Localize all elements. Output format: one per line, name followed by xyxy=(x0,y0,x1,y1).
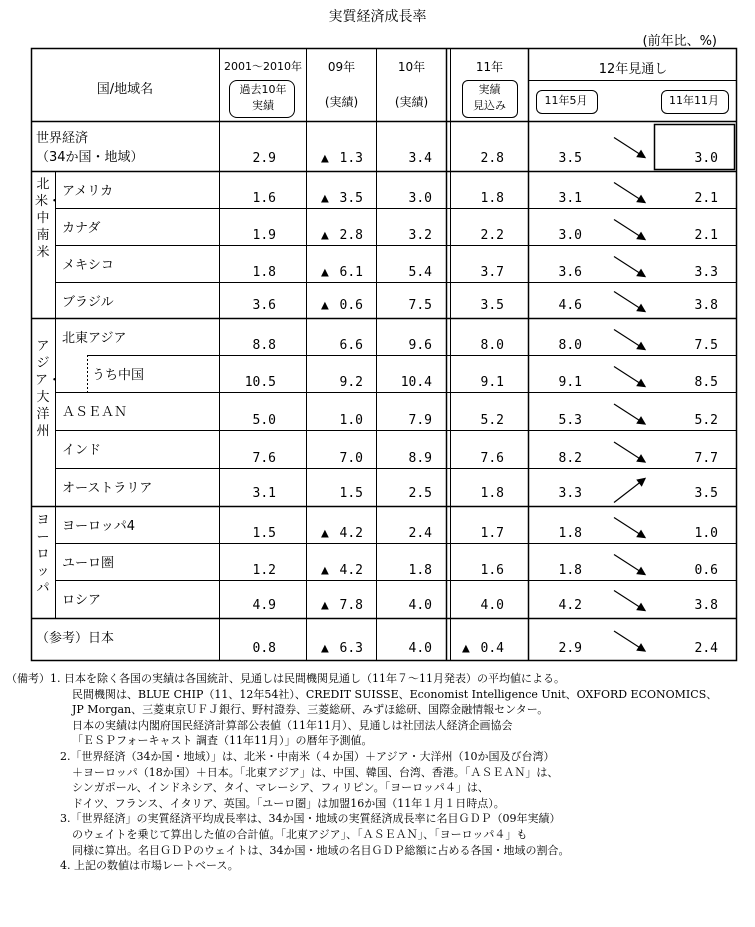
notes xyxy=(6,671,750,874)
note-line: 2.「世界経済（34か国・地域）」は、北米・中南米（４か国）＋アジア・大洋州（10か国及び台湾） xyxy=(60,749,555,763)
cell-12-may: 3.3 xyxy=(558,486,582,501)
trend-arrow-head xyxy=(637,151,645,158)
group-asia: アジア・大洋州 xyxy=(35,339,62,439)
cell-11: 9.1 xyxy=(480,375,504,390)
cell-2001-2010: 1.5 xyxy=(252,526,276,541)
cell-11: 1.8 xyxy=(480,486,504,501)
cell-12-may: 2.9 xyxy=(558,641,582,656)
cell-2001-2010: 7.6 xyxy=(252,451,276,466)
row-name: ロシア xyxy=(62,593,102,608)
note-line: ＋ヨーロッパ（18か国）＋日本。「北東アジア」は、中国、韓国、台湾、香港。「ＡＳＥＡＮ」は、 xyxy=(72,765,559,779)
cell-10: 2.4 xyxy=(408,526,432,541)
cell-10: 7.9 xyxy=(408,413,432,428)
header-col1-sub2: 実績 xyxy=(252,99,274,112)
cell-10: 4.0 xyxy=(408,641,432,656)
trend-arrow-head xyxy=(637,233,645,240)
cell-12-may: 1.8 xyxy=(558,563,582,578)
cell-11: 5.2 xyxy=(480,413,504,428)
cell-11: 7.6 xyxy=(480,451,504,466)
cell-12-may: 3.5 xyxy=(558,151,582,166)
cell-12-nov: 7.7 xyxy=(694,451,718,466)
cell-12-may: 3.6 xyxy=(558,265,582,280)
note-line: 「ＥＳＰフォーキャスト 調査（11年11月）」の暦年予測値。 xyxy=(72,734,373,748)
cell-12-may: 3.0 xyxy=(558,228,582,243)
cell-2001-2010: 2.9 xyxy=(252,151,276,166)
header-col4-sub2: 見込み xyxy=(473,99,506,112)
cell-09: 2.8 xyxy=(339,228,363,243)
cell-10: 9.6 xyxy=(408,338,432,353)
trend-arrow-head xyxy=(637,196,645,203)
trend-arrow-head xyxy=(637,644,645,651)
row-name: ユーロ圏 xyxy=(62,556,115,571)
cell-2001-2010: 1.8 xyxy=(252,265,276,280)
cell-12-may: 9.1 xyxy=(558,375,582,390)
cell-10: 5.4 xyxy=(408,265,432,280)
trend-arrow-head xyxy=(637,568,645,575)
cell-12-nov: 3.8 xyxy=(694,298,718,313)
cell-09: 6.1 xyxy=(339,265,363,280)
trend-arrow-head xyxy=(637,604,645,611)
cell-12-may: 4.6 xyxy=(558,298,582,313)
header-col5-top: 12年見通し xyxy=(598,62,668,77)
header-col6-sub: 11年11月 xyxy=(669,94,719,107)
cell-12-nov: 5.2 xyxy=(694,413,718,428)
cell-09: 9.2 xyxy=(339,375,363,390)
note-line: 同様に算出。名目ＧＤＰのウェイトは、34か国・地域の名目ＧＤＰ総額に占める各国・地域の割合。 xyxy=(72,843,570,857)
trend-arrow-head xyxy=(637,343,645,350)
neg-marker: ▲ xyxy=(321,563,329,578)
header-col2-sub: (実績) xyxy=(324,95,359,109)
header-col5-sub: 11年5月 xyxy=(544,94,588,107)
cell-12-may: 3.1 xyxy=(558,191,582,206)
trend-arrow-head xyxy=(637,417,645,424)
cell-12-nov: 2.4 xyxy=(694,641,718,656)
cell-11: 4.0 xyxy=(480,598,504,613)
cell-12-may: 8.2 xyxy=(558,451,582,466)
row-name: ブラジル xyxy=(62,295,114,310)
note-line: JP Morgan、三菱東京ＵＦＪ銀行、野村證券、三菱総研、みずほ総研、国際金融情報センター。 xyxy=(72,703,549,717)
cell-2001-2010: 8.8 xyxy=(252,338,276,353)
trend-arrow-head xyxy=(637,380,645,387)
neg-marker: ▲ xyxy=(321,151,329,166)
cell-09: 6.6 xyxy=(339,338,363,353)
note-line: 3.「世界経済」の実質経済平均成長率は、34か国・地域の実質経済成長率に名目ＧＤＰ（09年実績） xyxy=(60,812,561,826)
note-line: 4. 上記の数値は市場レートベース。 xyxy=(60,859,239,873)
cell-09: 4.2 xyxy=(339,526,363,541)
cell-10: 2.5 xyxy=(408,486,432,501)
cell-11: 1.6 xyxy=(480,563,504,578)
note-line: シンガポール、インドネシア、タイ、マレーシア、フィリピン。「ヨーロッパ４」は、 xyxy=(72,781,489,795)
row-name-sub: （34か国・地域） xyxy=(36,150,144,165)
cell-2001-2010: 1.6 xyxy=(252,191,276,206)
cell-2001-2010: 0.8 xyxy=(252,641,276,656)
cell-09: 1.0 xyxy=(339,413,363,428)
cell-2001-2010: 4.9 xyxy=(252,598,276,613)
group-americas: 北米・中南米 xyxy=(35,177,62,260)
row-name: カナダ xyxy=(62,221,101,236)
note-line: （備考）1. 日本を除く各国の実績は各国統計、見通しは民間機関見通し（11年７～11月発表）の平均値による。 xyxy=(6,672,565,685)
cell-12-may: 1.8 xyxy=(558,526,582,541)
cell-10: 3.4 xyxy=(408,151,432,166)
row-name: ヨーロッパ4 xyxy=(62,519,136,534)
cell-09: 7.8 xyxy=(339,598,363,613)
cell-2001-2010: 5.0 xyxy=(252,413,276,428)
cell-11: 3.5 xyxy=(480,298,504,313)
group-europe: ヨーロッパ xyxy=(36,513,50,596)
unit-label: (前年比、%) xyxy=(642,34,717,49)
header-col1-top: 2001～2010年 xyxy=(224,60,302,73)
cell-2001-2010: 10.5 xyxy=(244,375,276,390)
row-name: 世界経済 xyxy=(36,131,89,146)
cell-10: 8.9 xyxy=(408,451,432,466)
cell-12-may: 5.3 xyxy=(558,413,582,428)
cell-11: 8.0 xyxy=(480,338,504,353)
cell-11: 2.8 xyxy=(480,151,504,166)
cell-09: 1.5 xyxy=(339,486,363,501)
cell-12-nov: 3.5 xyxy=(694,486,718,501)
header-col4-top: 11年 xyxy=(475,60,504,74)
cell-2001-2010: 1.2 xyxy=(252,563,276,578)
header-col1-sub1: 過去10年 xyxy=(239,83,287,96)
header-region: 国/地域名 xyxy=(96,82,154,97)
cell-12-nov: 2.1 xyxy=(694,191,718,206)
cell-11: 1.8 xyxy=(480,191,504,206)
row-name: オーストラリア xyxy=(62,481,153,496)
row-name: メキシコ xyxy=(62,258,114,273)
cell-09: 0.6 xyxy=(339,298,363,313)
cell-11: 0.4 xyxy=(480,641,504,656)
row-name: うち中国 xyxy=(92,368,145,383)
cell-12-nov: 2.1 xyxy=(694,228,718,243)
cell-09: 3.5 xyxy=(339,191,363,206)
row-name: 北東アジア xyxy=(62,331,127,346)
cell-10: 3.0 xyxy=(408,191,432,206)
cell-2001-2010: 3.6 xyxy=(252,298,276,313)
cell-12-nov: 3.8 xyxy=(694,598,718,613)
neg-marker: ▲ xyxy=(321,191,329,206)
header-col4-sub1: 実績 xyxy=(478,83,501,96)
cell-09: 1.3 xyxy=(339,151,363,166)
cell-11: 3.7 xyxy=(480,265,504,280)
cell-12-may: 4.2 xyxy=(558,598,582,613)
cell-11: 2.2 xyxy=(480,228,504,243)
trend-arrow-head xyxy=(637,270,645,277)
note-line: 日本の実績は内閣府国民経済計算部公表値（11年11月）、見通しは社団法人経済企画協会 xyxy=(72,718,513,732)
neg-marker: ▲ xyxy=(321,228,329,243)
cell-09: 6.3 xyxy=(339,641,363,656)
neg-marker: ▲ xyxy=(321,298,329,313)
table-title: 実質経済成長率 xyxy=(328,9,427,25)
cell-09: 4.2 xyxy=(339,563,363,578)
row-name: ＡＳＥＡＮ xyxy=(62,405,128,420)
neg-marker: ▲ xyxy=(321,598,329,613)
note-line: ドイツ、フランス、イタリア、英国。「ユーロ圏」は加盟16か国（11年１月１日時点）。 xyxy=(72,796,505,810)
neg-marker: ▲ xyxy=(321,526,329,541)
trend-arrow-head xyxy=(637,531,645,538)
trend-arrow-head xyxy=(637,455,645,462)
cell-12-may: 8.0 xyxy=(558,338,582,353)
row-name: （参考）日本 xyxy=(36,631,115,646)
cell-2001-2010: 1.9 xyxy=(252,228,276,243)
trend-arrow-head xyxy=(637,305,645,312)
cell-12-nov: 8.5 xyxy=(694,375,718,390)
cell-12-nov: 7.5 xyxy=(694,338,718,353)
cell-12-nov: 0.6 xyxy=(694,563,718,578)
cell-10: 7.5 xyxy=(408,298,432,313)
note-line: 民間機関は、BLUE CHIP（11、12年54社）、CREDIT SUISSE、Economist Intelligence Unit、OXFORD ECONOMICS、 xyxy=(72,687,718,701)
trend-arrow-head xyxy=(637,479,645,486)
header-col2-top: 09年 xyxy=(327,60,356,74)
neg-marker: ▲ xyxy=(321,265,329,280)
cell-12-nov: 1.0 xyxy=(694,526,718,541)
header-col3-sub: (実績) xyxy=(394,95,429,109)
header-col3-top: 10年 xyxy=(397,60,426,74)
row-name: アメリカ xyxy=(62,184,114,199)
note-line: のウェイトを乗じて算出した値の合計値。「北東アジア」、「ＡＳＥＡＮ」、「ヨーロッパ４」も xyxy=(72,827,528,841)
neg-marker: ▲ xyxy=(462,641,470,656)
row-name: インド xyxy=(62,443,102,458)
cell-2001-2010: 3.1 xyxy=(252,486,276,501)
cell-12-nov: 3.0 xyxy=(694,151,718,166)
cell-11: 1.7 xyxy=(480,526,504,541)
cell-09: 7.0 xyxy=(339,451,363,466)
cell-10: 4.0 xyxy=(408,598,432,613)
cell-10: 10.4 xyxy=(400,375,432,390)
cell-12-nov: 3.3 xyxy=(694,265,718,280)
cell-10: 1.8 xyxy=(408,563,432,578)
neg-marker: ▲ xyxy=(321,641,329,656)
cell-10: 3.2 xyxy=(408,228,432,243)
